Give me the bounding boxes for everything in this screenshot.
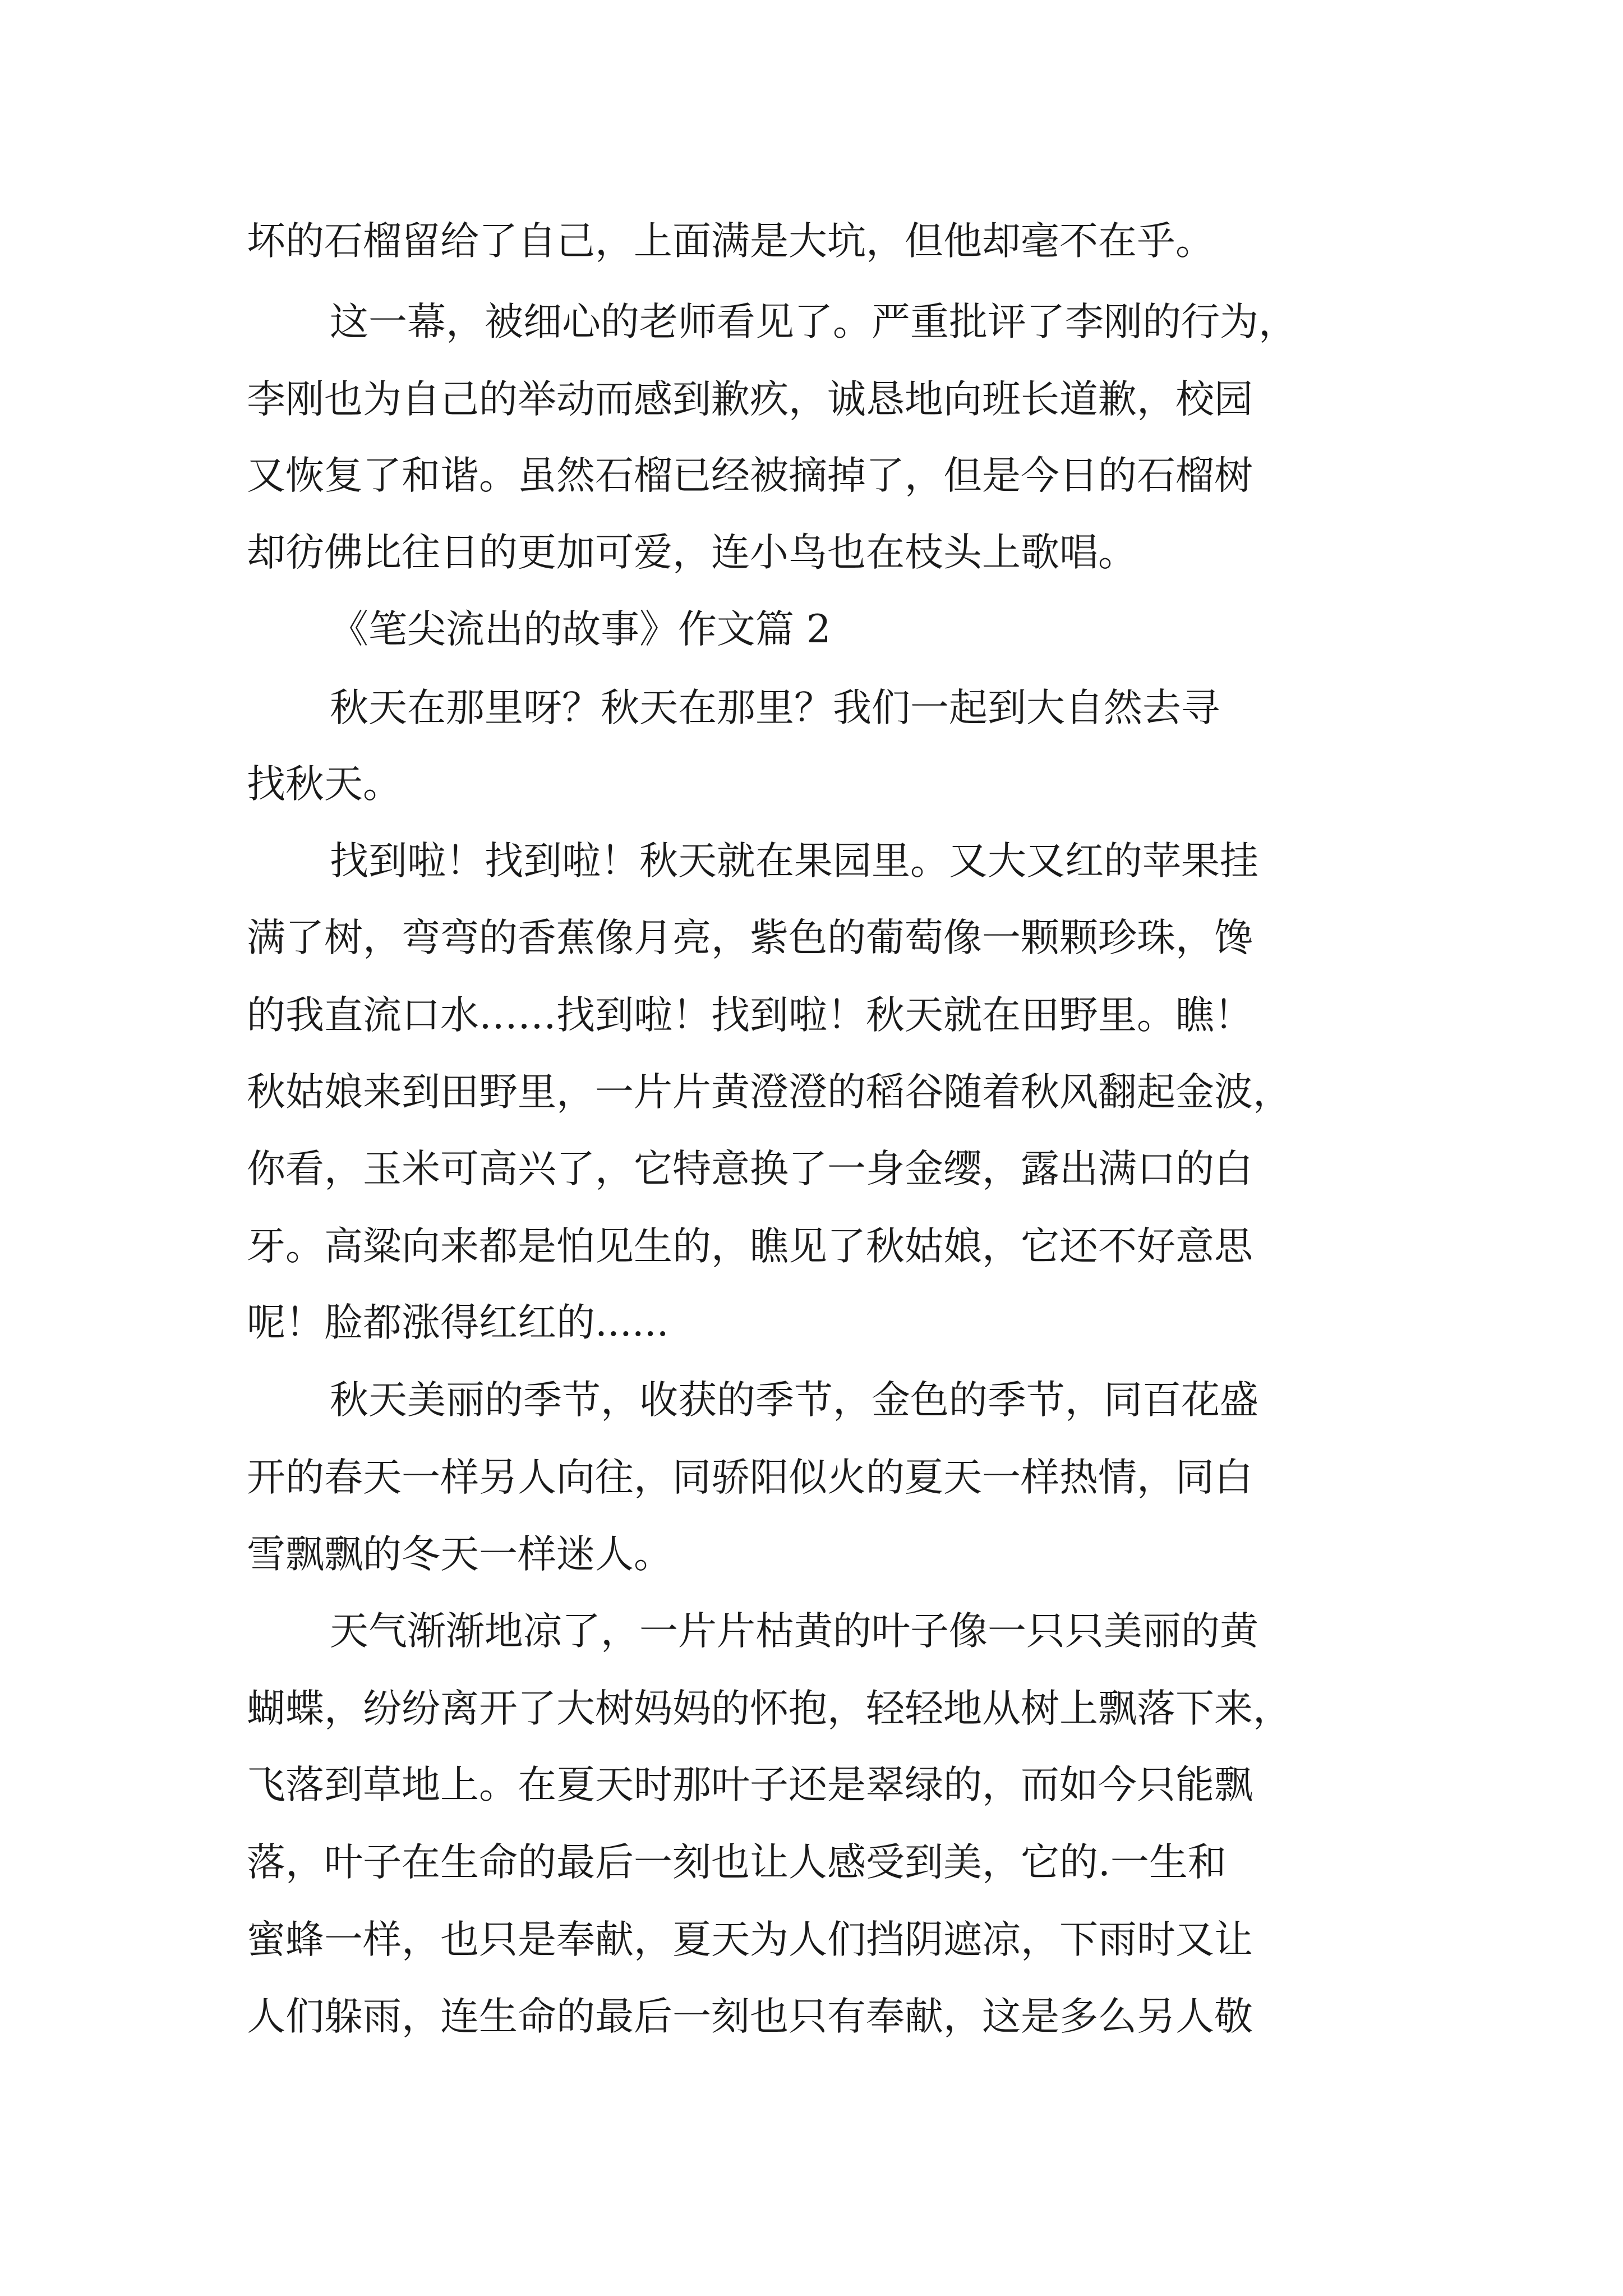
paragraph-first-line: 这一幕，被细心的老师看见了。严重批评了李刚的行为，	[330, 300, 1297, 344]
text-line: 你看，玉米可高兴了，它特意换了一身金缨，露出满口的白	[247, 1147, 1253, 1191]
text-line: 却彷佛比往日的更加可爱，连小鸟也在枝头上歌唱。	[247, 530, 1137, 575]
text-line: 落，叶子在生命的最后一刻也让人感受到美，它的.一生和	[247, 1840, 1227, 1885]
text-line: 飞落到草地上。在夏天时那叶子还是翠绿的，而如今只能飘	[247, 1763, 1253, 1807]
paragraph-first-line: 找到啦！找到啦！秋天就在果园里。又大又红的苹果挂	[330, 839, 1258, 884]
text-line: 满了树，弯弯的香蕉像月亮，紫色的葡萄像一颗颗珍珠，馋	[247, 915, 1253, 960]
text-line: 的我直流口水……找到啦！找到啦！秋天就在田野里。瞧！	[247, 993, 1253, 1038]
text-line: 坏的石榴留给了自己，上面满是大坑，但他却毫不在乎。	[247, 219, 1214, 264]
text-line: 牙。高粱向来都是怕见生的，瞧见了秋姑娘，它还不好意思	[247, 1224, 1253, 1269]
text-line: 雪飘飘的冬天一样迷人。	[247, 1532, 672, 1577]
section-heading: 《笔尖流出的故事》作文篇 2	[330, 607, 831, 652]
paragraph-first-line: 秋天在那里呀？秋天在那里？我们一起到大自然去寻	[330, 685, 1220, 730]
text-line: 李刚也为自己的举动而感到歉疚，诚恳地向班长道歉，校园	[247, 377, 1253, 422]
text-line: 开的春天一样另人向往，同骄阳似火的夏天一样热情，同白	[247, 1455, 1253, 1500]
text-line: 呢！脸都涨得红红的......	[247, 1300, 669, 1345]
text-line: 蝴蝶，纷纷离开了大树妈妈的怀抱，轻轻地从树上飘落下来，	[247, 1686, 1292, 1731]
text-line: 蜜蜂一样，也只是奉献，夏天为人们挡阴遮凉，下雨时又让	[247, 1917, 1253, 1962]
text-line: 秋姑娘来到田野里，一片片黄澄澄的稻谷随着秋风翻起金波，	[247, 1070, 1292, 1115]
paragraph-first-line: 天气渐渐地凉了，一片片枯黄的叶子像一只只美丽的黄	[330, 1609, 1258, 1654]
paragraph-first-line: 秋天美丽的季节，收获的季节，金色的季节，同百花盛	[330, 1378, 1258, 1423]
text-line: 人们躲雨，连生命的最后一刻也只有奉献，这是多么另人敬	[247, 1994, 1253, 2039]
text-line: 找秋天。	[247, 762, 402, 807]
text-line: 又恢复了和谐。虽然石榴已经被摘掉了，但是今日的石榴树	[247, 453, 1253, 498]
